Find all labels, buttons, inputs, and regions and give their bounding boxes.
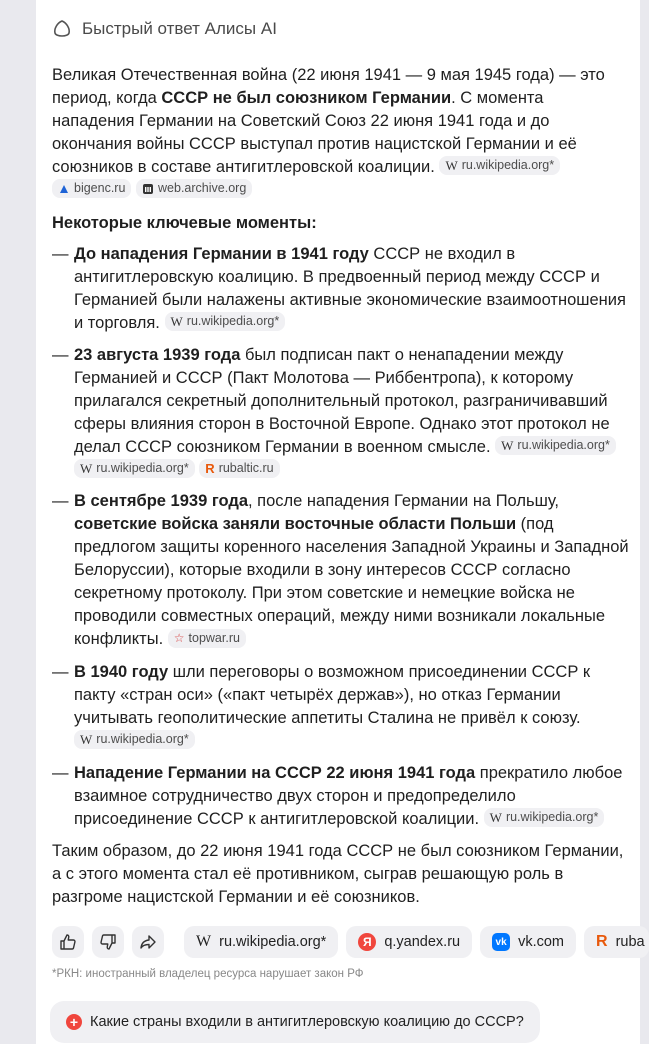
like-button[interactable] [52,926,84,958]
source-chip[interactable]: bigenc.ru [52,179,131,198]
wikipedia-icon: W [196,933,212,950]
vk-icon: vk [492,933,510,951]
star-icon: ☆ [173,631,185,645]
source-chip[interactable]: R rubaltic.ru [199,459,279,478]
source-chip[interactable]: W ru.wikipedia.org* [484,808,605,827]
yandex-icon: Я [358,933,376,951]
source-button[interactable]: vk vk.com [480,926,576,958]
source-chip[interactable]: ☆ topwar.ru [168,629,246,648]
answer-actions [52,926,649,958]
source-chip[interactable]: W ru.wikipedia.org* [74,459,195,478]
conclusion-paragraph: Таким образом, до 22 июня 1941 года СССР не был союзником Германии, а с этого момента стал её противником, сыграв решающую роль в разгроме нацистской Германии и её союзников. [52,842,624,906]
source-chip[interactable]: web.archive.org [136,179,252,198]
wikipedia-icon: W [80,732,93,747]
source-chip[interactable]: W ru.wikipedia.org* [495,436,616,455]
source-button[interactable]: Я q.yandex.ru [346,926,472,958]
wikipedia-icon: W [501,438,514,453]
follow-up-suggestion[interactable] [50,1001,540,1043]
suggestion-text: Какие страны входили в антигитлеровскую коалицию до СССР? [90,1014,524,1030]
share-button[interactable] [132,926,164,958]
wikipedia-icon: W [445,158,458,173]
alice-logo-icon [52,19,72,39]
intro-paragraph: Великая Отечественная война (22 июня 1941 — 9 мая 1945 года) — это период, когда СССР не был союзником Германии. С момента нападения Германии на Советский Союз 22 июня 1941 года и до окончания войны СССР выступал против нацистской Германии и её союзников в составе антигитлеровской коалиции. W ru.wikipedia.org* bigenc.ru web.archive.org [52,64,630,204]
dislike-button[interactable] [92,926,124,958]
bigenc-icon [58,183,70,195]
plus-icon: + [66,1014,82,1030]
rubaltic-icon: R [205,461,215,476]
answer-header [52,16,277,42]
key-points-heading: Некоторые ключевые моменты: [52,214,317,232]
wikipedia-icon: W [489,810,502,825]
wikipedia-icon: W [80,461,93,476]
share-arrow-icon [139,933,157,951]
rkn-note: *РКН: иностранный владелец ресурса нарушает закон РФ [52,968,364,980]
thumbs-up-icon [59,933,77,951]
source-chip[interactable]: W ru.wikipedia.org* [439,156,560,175]
answer-card: Быстрый ответ Алисы AI Великая Отечественная война (22 июня 1941 — 9 мая 1945 года) — это период, когда СССР не был союзником Германии. С момента нападения Германии на Советский Союз 22 июня 1941 года и до окончания войны СССР выступал против нацистской Германии и её союзников в составе антигитлеровской коалиции. W ru.wikipedia.org* bigenc.ru web.archive.org Некоторые ключевые моменты: — До нападения Германии в 1941 году СССР не входил в антигитлеровскую коалицию. В предвоенный период между СССР и Германией были налажены активные экономические взаимоотношения и торговля. W ru.wikipedia.org* — 23 августа 1939 года был подписан пакт о ненападении между Германией и СССР (Пакт Молотова — Риббентропа), к которому прилагался секретный дополнительный протокол, разграничивавший сферы влияния сторон в Восточной Европе. Однако этот протокол не делал СССР союзником Германии в военном смысле. W ru.wikipedia.org* W ru.wikipedia.org* R rubaltic.ru — В сентябре 1939 года, после нападения Германии на Польшу, советские войска заняли восточные области Польши (под предлогом защиты коренного населения Западной Украины и Западной Белоруссии), которые входили в зону интересов СССР согласно секретному протоколу. При этом советские и немецкие войска не проводили совместных операций, между ними возникали локальные конфликты. ☆ topwar.ru — В 1940 году шли переговоры о возможном присоединении СССР к пакту «стран оси» («пакт четырёх держав»), но отказ Германии учитывать геополитические аппетиты Сталина не привёл к союзу. W ru.wikipedia.org* — Нападение Германии на СССР 22 июня 1941 года прекратило любое взаимное сотрудничество двух сторон и предопределило присоединение СССР к антигитлеровской коалиции. W ru.wikipedia.org* Таким образом, до 22 июня 1941 года СССР не был союзником Германии, а с этого момента стал её противником, сыграв решающую роль в разгроме нацистской Германии и её союзников. W ru.wikipedia.org* Я q.yandex.ru vk vk.com R ruba *РКН: иностранный владелец ресурса нарушает закон РФ + Какие страны входили в антигитлеровскую коалицию до СССР? [36,0,640,1044]
archive-icon [142,183,154,195]
thumbs-down-icon [99,933,117,951]
wikipedia-icon: W [170,314,183,329]
source-button[interactable]: W ru.wikipedia.org* [184,926,338,958]
answer-title: Быстрый ответ Алисы AI [82,19,277,38]
source-button[interactable]: R ruba [584,926,649,958]
source-chip[interactable]: W ru.wikipedia.org* [74,730,195,749]
rubaltic-icon: R [596,933,608,950]
source-chip[interactable]: W ru.wikipedia.org* [165,312,286,331]
